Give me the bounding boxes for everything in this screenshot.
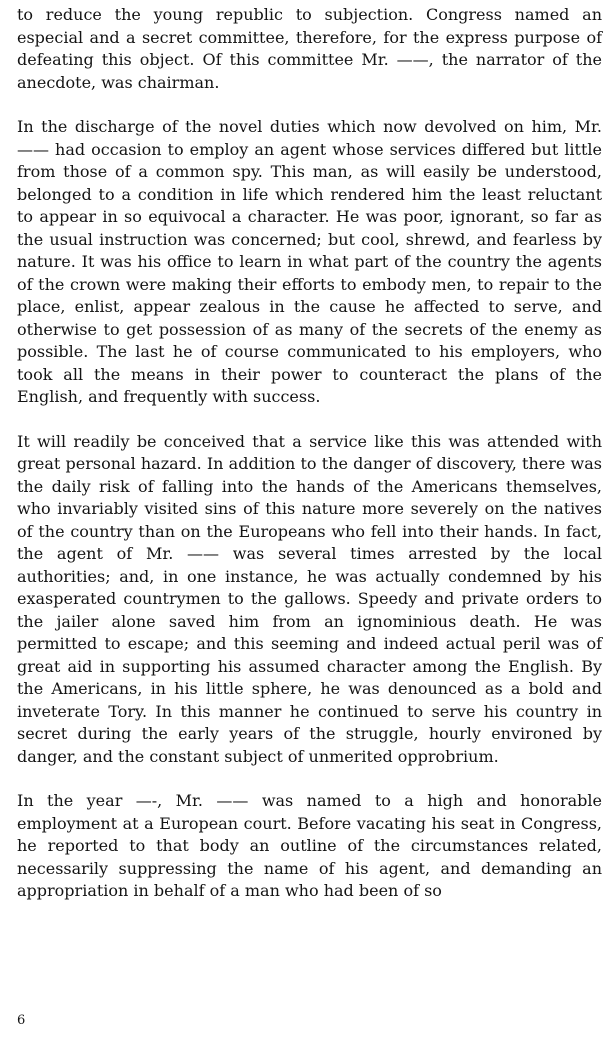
paragraph-3: It will readily be conceived that a service like this was attended with great personal hazard. In addition to the danger of discovery, there was the daily risk of falling into the hands of the Americans themselves, who invariably visited sins of this nature more severely on the natives of the country than on the Europeans who fell into their hands. In fact, the agent of Mr. —— was several times arrested by the local authorities; and, in one instance, he was actually condemned by his exasperated countrymen to the gallows. Speedy and private orders to the jailer alone saved him from an ignominious death. He was permitted to escape; and this seeming and indeed actual peril was of great aid in supporting his assumed character among the English. By the Americans, in his little sphere, he was denounced as a bold and inveterate Tory. In this manner he continued to serve his country in secret during the early years of the struggle, hourly environed by danger, and the constant subject of unmerited opprobrium. xyxy=(17,431,602,766)
paragraph-2: In the discharge of the novel duties which now devolved on him, Mr. —— had occasion to employ an agent whose services differed but little from those of a common spy. This man, as will easily be understood, belonged to a condition in life which rendered him the least reluctant to appear in so equivocal a character. He was poor, ignorant, so far as the usual instruction was concerned; but cool, shrewd, and fearless by nature. It was his office to learn in what part of the country the agents of the crown were making their efforts to embody men, to repair to the place, enlist, appear zealous in the cause he affected to serve, and otherwise to get possession of as many of the secrets of the enemy as possible. The last he of course communicated to his employers, who took all the means in their power to counteract the plans of the English, and frequently with success. xyxy=(17,117,602,406)
paragraph-4: In the year —-, Mr. —— was named to a high and honorable employment at a European court. Before vacating his seat in Congress, he reported to that body an outline of the circumstances related, necessarily suppressing the name of his agent, and demanding an appropriation in behalf of a man who had been of so xyxy=(17,791,602,900)
paragraph-1: to reduce the young republic to subjection. Congress named an especial and a secret committee, therefore, for the express purpose of defeating this object. Of this committee Mr. ——, the narrator of the anecdote, was chairman. xyxy=(17,5,602,92)
text-column xyxy=(17,4,602,925)
page-number: 6 xyxy=(17,1013,26,1028)
